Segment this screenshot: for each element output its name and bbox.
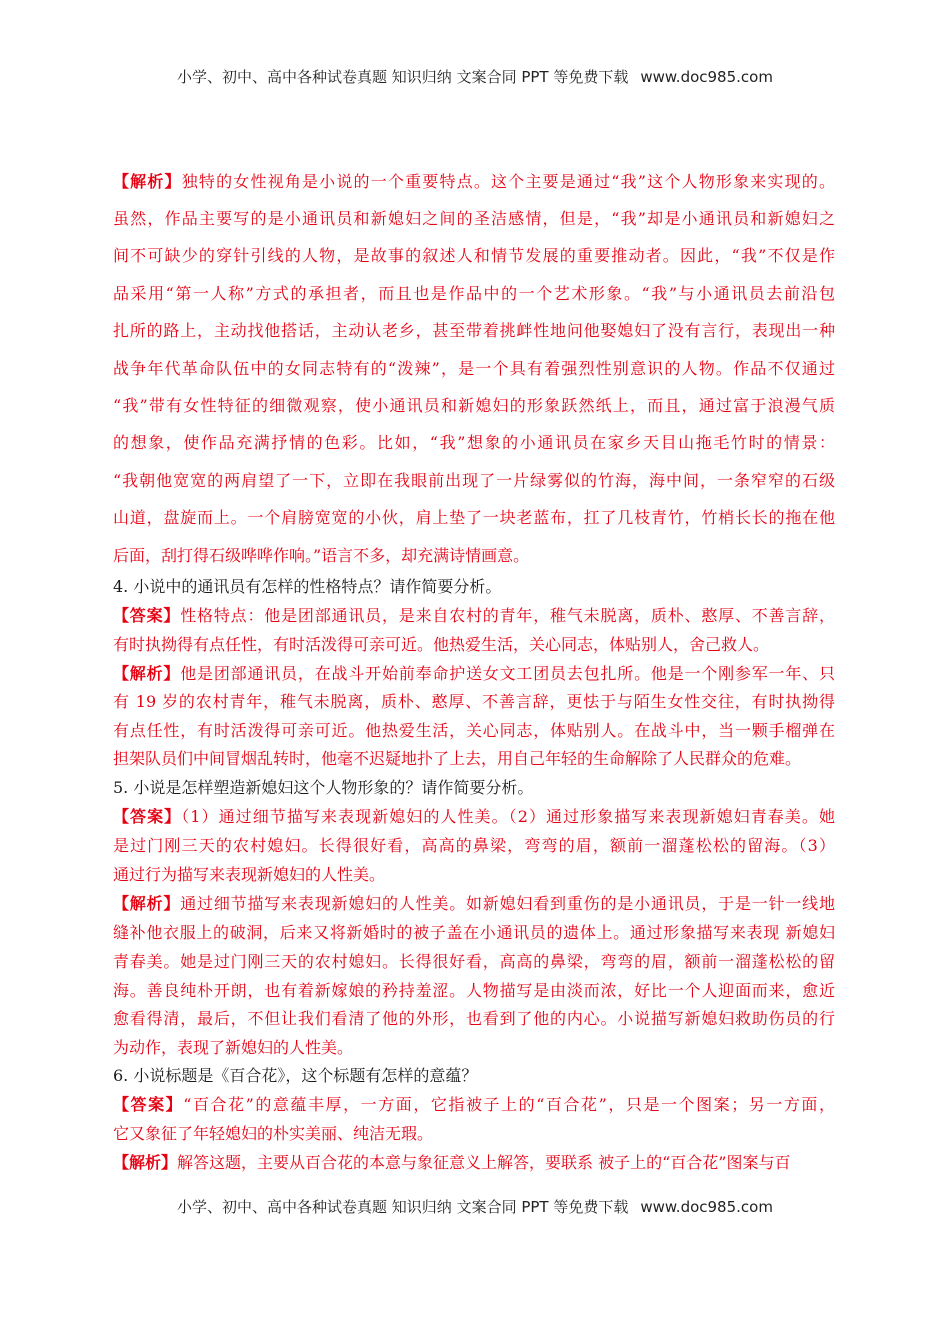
line-text: 担架队员们中间冒烟乱转时，他毫不迟疑地扑了上去，用自己年轻的生命解除了人民群众的危难。 [113, 749, 802, 768]
analysis-line [113, 432, 835, 454]
analysis-line [113, 470, 835, 492]
line-text: 间不可缺少的穿针引线的人物，是故事的叙述人和情节发展的重要推动者。因此，“我”不仅是作 [113, 246, 835, 265]
footer-text: 小学、初中、高中各种试卷真题 知识归纳 文案合同 PPT 等免费下载 [177, 1198, 629, 1216]
page-footer [0, 1196, 950, 1217]
line-text: 通过细节描写来表现新媳妇的人性美。如新媳妇看到重伤的是小通讯员，于是一针一线地 [180, 894, 835, 913]
answer-label: 【答案】 [113, 807, 182, 826]
line-text: 4. 小说中的通讯员有怎样的性格特点？请作简要分析。 [113, 577, 502, 596]
analysis-line [113, 748, 835, 770]
analysis-line [113, 663, 835, 685]
answer-line [113, 634, 835, 656]
line-text: 6. 小说标题是《百合花》，这个标题有怎样的意蕴？ [113, 1066, 478, 1085]
line-text: “百合花”的意蕴丰厚，一方面，它指被子上的“百合花”，只是一个图案；另一方面， [183, 1095, 835, 1114]
line-text: 山道，盘旋而上。一个肩膀宽宽的小伙，肩上垫了一块老蓝布，扛了几枝青竹，竹梢长长的拖在他 [113, 508, 835, 527]
line-text: 扎所的路上，主动找他搭话，主动认老乡，甚至带着挑衅性地问他娶媳妇了没有言行，表现出一种 [113, 321, 835, 340]
line-text: 虽然，作品主要写的是小通讯员和新媳妇之间的圣洁感情，但是，“我”却是小通讯员和新媳妇之 [113, 209, 835, 228]
line-text: 通过行为描写来表现新媳妇的人性美。 [113, 865, 386, 884]
analysis-line [113, 245, 835, 267]
analysis-line [113, 1008, 835, 1030]
question-line [113, 777, 835, 799]
line-text: 解答这题，主要从百合花的本意与象征意义上解答，要联系 被子上的“百合花”图案与百 [177, 1153, 791, 1172]
analysis-line [113, 720, 835, 742]
line-text: 为动作，表现了新媳妇的人性美。 [113, 1038, 354, 1057]
line-text: 它又象征了年轻媳妇的朴实美丽、纯洁无瑕。 [113, 1124, 434, 1143]
answer-line [113, 835, 835, 857]
analysis-line [113, 395, 835, 417]
analysis-line [113, 358, 835, 380]
line-text: （1）通过细节描写来表现新媳妇的人性美。（2）通过形象描写来表现新媳妇青春美。她 [181, 807, 835, 826]
answer-line [113, 806, 835, 828]
analysis-label: 【解析】 [113, 172, 182, 191]
analysis-line [113, 208, 835, 230]
analysis-label: 【解析】 [113, 664, 181, 683]
analysis-line [113, 951, 835, 973]
line-text: 愈看得清，最后，不但让我们看清了他的外形，也看到了他的内心。小说描写新媳妇救助伤员的行 [113, 1009, 835, 1028]
analysis-label: 【解析】 [113, 894, 181, 913]
line-text: “我朝他宽宽的两肩望了一下，立即在我眼前出现了一片绿雾似的竹海，海中间，一条窄窄的石级 [113, 471, 835, 490]
line-text: 品采用“第一人称”方式的承担者，而且也是作品中的一个艺术形象。“我”与小通讯员去前沿包 [113, 284, 835, 303]
analysis-line [113, 691, 835, 713]
answer-line [113, 864, 835, 886]
line-text: 青春美。她是过门刚三天的农村媳妇。长得很好看，高高的鼻梁，弯弯的眉，额前一溜蓬松松的留 [113, 952, 835, 971]
line-text: 独特的女性视角是小说的一个重要特点。这个主要是通过“我”这个人物形象来实现的。 [181, 172, 835, 191]
analysis-line [113, 507, 835, 529]
line-text: 有 19 岁的农村青年，稚气未脱离，质朴、憨厚、不善言辞，更怯于与陌生女性交往，有时执拗得 [113, 692, 835, 711]
line-text: 缝补他衣服上的破洞，后来又将新婚时的被子盖在小通讯员的遗体上。通过形象描写来表现 新媳妇 [113, 923, 835, 942]
line-text: 后面，刮打得石级哗哗作响。”语言不多，却充满诗情画意。 [113, 546, 530, 565]
question-line [113, 1065, 835, 1087]
line-text: 有点任性，有时活泼得可亲可近。他热爱生活，关心同志，体贴别人。在战斗中，当一颗手榴弹在 [113, 721, 835, 740]
analysis-line [113, 320, 835, 342]
analysis-label: 【解析】 [113, 1153, 178, 1172]
answer-line [113, 605, 835, 627]
header-text: 小学、初中、高中各种试卷真题 知识归纳 文案合同 PPT 等免费下载 [177, 68, 629, 86]
answer-line [113, 1123, 835, 1145]
answer-label: 【答案】 [113, 606, 181, 625]
line-text: 性格特点：他是团部通讯员，是来自农村的青年，稚气未脱离，质朴、憨厚、不善言辞， [180, 606, 835, 625]
question-line [113, 576, 835, 598]
footer-url[interactable]: www.doc985.com [640, 1198, 773, 1216]
analysis-line [113, 1037, 835, 1059]
analysis-line [113, 545, 835, 567]
analysis-line [113, 893, 835, 915]
line-text: “我”带有女性特征的细微观察，使小通讯员和新媳妇的形象跃然纸上，而且，通过富于浪漫气质 [113, 396, 835, 415]
header-url[interactable]: www.doc985.com [640, 68, 773, 86]
line-text: 5. 小说是怎样塑造新媳妇这个人物形象的？请作简要分析。 [113, 778, 534, 797]
analysis-line [113, 171, 835, 193]
line-text: 战争年代革命队伍中的女同志特有的“泼辣”，是一个具有着强烈性别意识的人物。作品不仅通过 [113, 359, 835, 378]
line-text: 有时执拗得有点任性，有时活泼得可亲可近。他热爱生活，关心同志，体贴别人，舍己救人。 [113, 635, 770, 654]
page-header [0, 66, 950, 87]
answer-label: 【答案】 [113, 1095, 184, 1114]
line-text: 是过门刚三天的农村媳妇。长得很好看，高高的鼻梁，弯弯的眉，额前一溜蓬松松的留海。（3） [113, 836, 835, 855]
line-text: 的想象，使作品充满抒情的色彩。比如，“我”想象的小通讯员在家乡天目山拖毛竹时的情景： [113, 433, 835, 452]
analysis-line [113, 1152, 835, 1174]
analysis-line [113, 980, 835, 1002]
line-text: 海。善良纯朴开朗，也有着新嫁娘的矜持羞涩。人物描写是由淡而浓，好比一个人迎面而来，愈近 [113, 981, 835, 1000]
answer-line [113, 1094, 835, 1116]
analysis-line [113, 922, 835, 944]
line-text: 他是团部通讯员，在战斗开始前奉命护送女文工团员去包扎所。他是一个刚参军一年、只 [180, 664, 835, 683]
analysis-line [113, 283, 835, 305]
